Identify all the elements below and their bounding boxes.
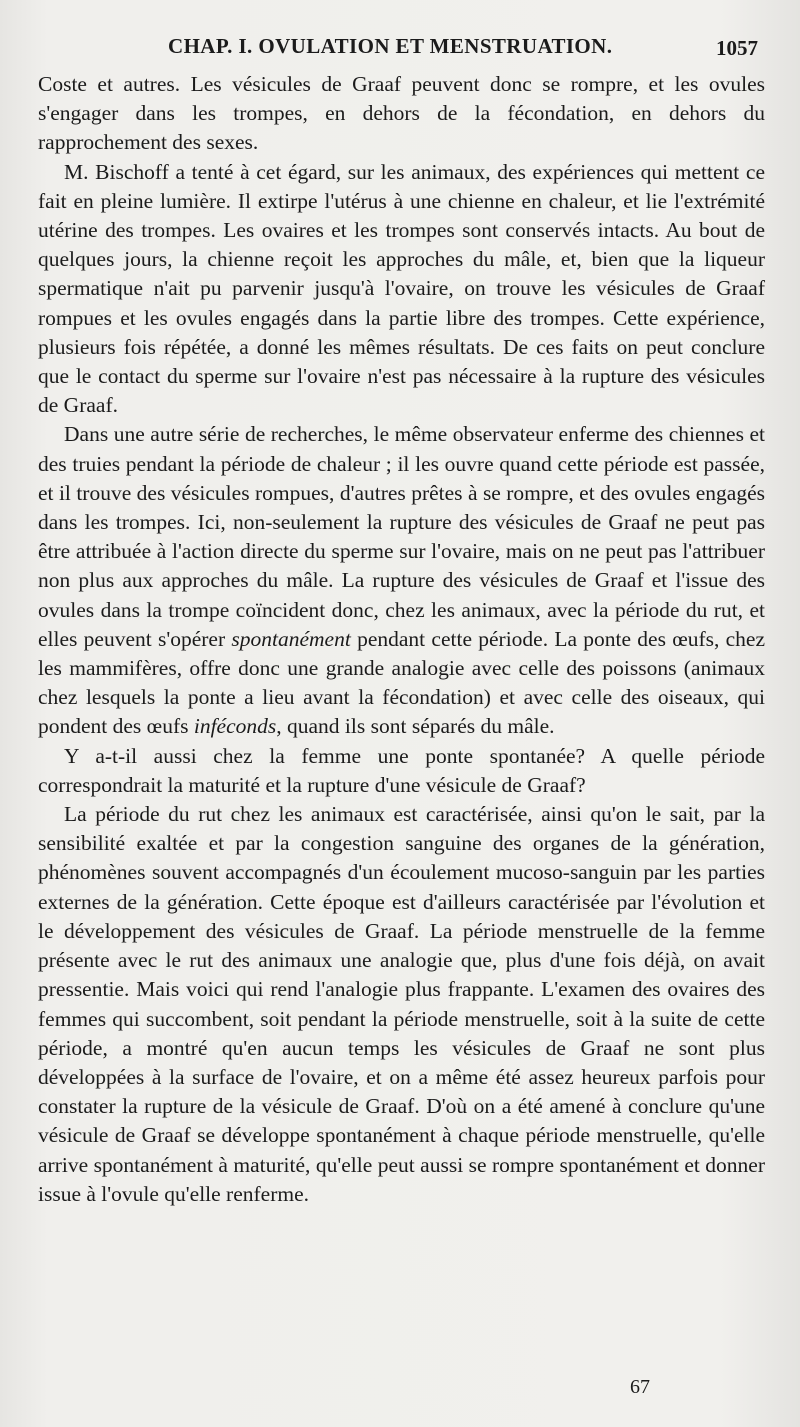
paragraph-4: Y a-t-il aussi chez la femme une ponte spontanée? A quelle période correspondrait la maturité et la rupture d'une vésicule de Graaf? xyxy=(38,743,765,797)
emphasis-infeconds: inféconds xyxy=(193,714,277,739)
running-head: CHAP. I. OVULATION ET MENSTRUATION. xyxy=(168,34,613,58)
signature-mark: 67 xyxy=(630,1376,650,1398)
paragraph-3-part-a: Dans une autre série de recherches, le même observateur enferme des chiennes et des truies pendant la période de chaleur ; il les ouvre quand cette période est passée, et il trouve des vésicules rompues, d'autres prêtes à se rompre, et des ovules engagés dans les trompes. Ici, non-seulement la rupture des vésicules de Graaf ne peut pas être attribuée à l'action directe du sperme sur l'ovaire, mais on ne peut pas l'attribuer non plus aux approches du mâle. La rupture des vésicules de Graaf et l'issue des ovules dans la trompe coïncident donc, chez les animaux, avec la période du rut, et elles peuvent s'opérer xyxy=(38,422,765,651)
emphasis-spontanement: spontanément xyxy=(231,626,351,651)
page-header xyxy=(40,30,762,64)
paragraph-1: Coste et autres. Les vésicules de Graaf peuvent donc se rompre, et les ovules s'engager dans les trompes, en dehors de la fécondation, en dehors du rapprochement des sexes. xyxy=(38,72,765,155)
paragraph-5: La période du rut chez les animaux est caractérisée, ainsi qu'on le sait, par la sensibilité exaltée et par la congestion sanguine des organes de la génération, phénomènes souvent accompagnés d'un écoulement mucoso-sanguin par les parties externes de la génération. Cette époque est d'ailleurs caractérisée par l'évolution et le développement des vésicules de Graaf. La période menstruelle de la femme présente avec le rut des animaux une analogie que, plus d'une fois déjà, on avait pressentie. Mais voici qui rend l'analogie plus frappante. L'examen des ovaires des femmes qui succombent, soit pendant la période menstruelle, soit à la suite de cette période, a montré qu'en aucun temps les vésicules de Graaf ne sont plus développées à la surface de l'ovaire, et on a même été assez heureux parfois pour constater la rupture de la vésicule de Graaf. D'où on a été amené à conclure qu'une vésicule de Graaf se développe spontanément à chaque période menstruelle, qu'elle arrive spontanément à maturité, qu'elle peut aussi se rompre spontanément et donner issue à l'ovule qu'elle renferme. xyxy=(38,802,765,1206)
paragraph-3-part-c: , quand ils sont séparés du mâle. xyxy=(276,714,555,739)
body-text xyxy=(38,70,765,1209)
paragraph-3 xyxy=(38,420,765,741)
paragraph-3-part-b: pendant cette période. La ponte des œufs, chez les mammifères, offre donc une grande analogie avec celle des poissons (animaux chez lesquels la ponte a lieu avant la fécondation) et avec celle des oiseaux, qui pondent des œufs xyxy=(38,626,766,739)
page-number: 1057 xyxy=(716,36,758,60)
paragraph-2: M. Bischoff a tenté à cet égard, sur les animaux, des expériences qui mettent ce fait en pleine lumière. Il extirpe l'utérus à une chienne en chaleur, et lie l'extrémité utérine des trompes. Les ovaires et les trompes sont conservés intacts. Au bout de quelques jours, la chienne reçoit les approches du mâle, et, bien que la liqueur spermatique n'ait pu parvenir jusqu'à l'ovaire, on trouve les vésicules de Graaf rompues et les ovules engagés dans la partie libre des trompes. Cette expérience, plusieurs fois répétée, a donné les mêmes résultats. De ces faits on peut conclure que le contact du sperme sur l'ovaire n'est pas nécessaire à la rupture des vésicules de Graaf. xyxy=(38,159,765,418)
